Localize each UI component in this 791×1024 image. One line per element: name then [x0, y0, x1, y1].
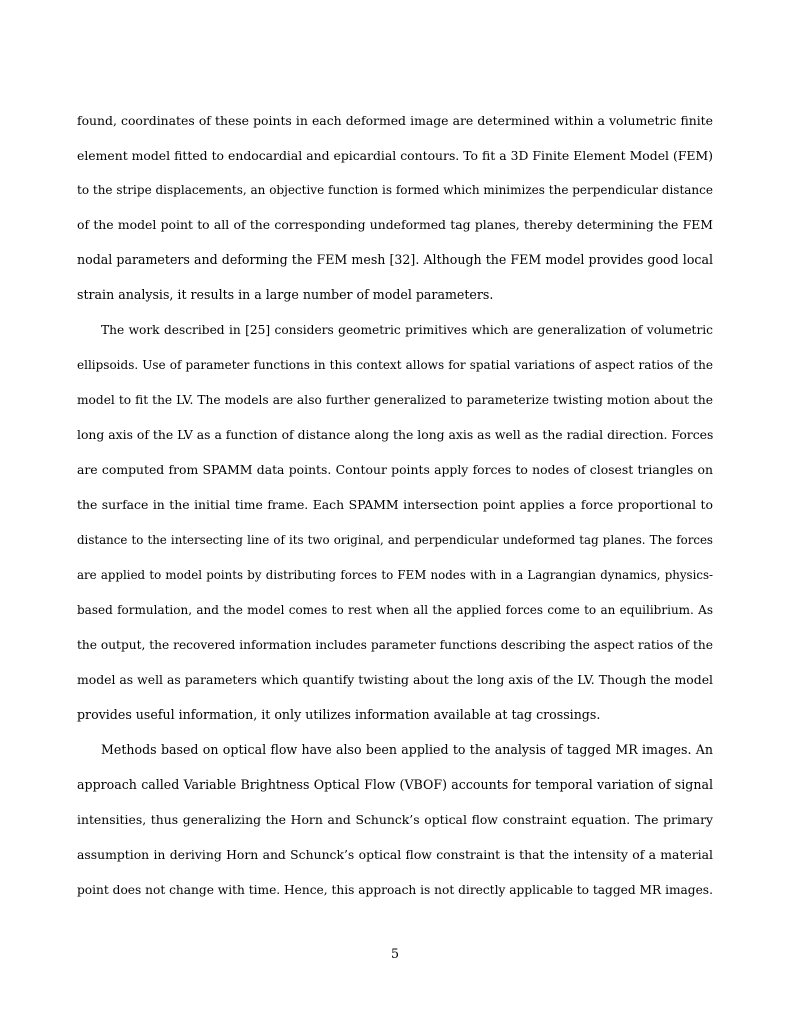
- text-line: element model fitted to endocardial and epicardial contours. To fit a 3D Finite Element Model (FEM): [77, 148, 713, 163]
- page-number: 5: [390, 946, 399, 961]
- text-line: ellipsoids. Use of parameter functions in this context allows for spatial variations of aspect ratios of the: [77, 358, 713, 372]
- text-line: approach called Variable Brightness Optical Flow (VBOF) accounts for temporal variation of signal: [77, 777, 713, 792]
- text-line: are applied to model points by distributing forces to FEM nodes with in a Lagrangian dynamics, physics-: [77, 568, 713, 582]
- text-line: model as well as parameters which quantify twisting about the long axis of the LV. Though the model: [77, 672, 713, 687]
- text-line: assumption in deriving Horn and Schunck’s optical flow constraint is that the intensity of a material: [77, 847, 713, 862]
- text-line: provides useful information, it only utilizes information available at tag crossings.: [77, 707, 601, 722]
- text-line: are computed from SPAMM data points. Contour points apply forces to nodes of closest triangles on: [77, 462, 713, 477]
- text-line: found, coordinates of these points in each deformed image are determined within a volumetric finite: [77, 113, 713, 128]
- text-line: the output, the recovered information includes parameter functions describing the aspect ratios of the: [77, 638, 713, 652]
- text-line: point does not change with time. Hence, this approach is not directly applicable to tagged MR images.: [77, 883, 713, 897]
- text-line: The work described in [25] considers geometric primitives which are generalization of volumetric: [101, 323, 713, 337]
- text-line: strain analysis, it results in a large number of model parameters.: [77, 287, 494, 302]
- text-line: the surface in the initial time frame. Each SPAMM intersection point applies a force proportional to: [77, 497, 713, 512]
- text-line: based formulation, and the model comes to rest when all the applied forces come to an equilibrium. As: [77, 603, 713, 617]
- text-line: intensities, thus generalizing the Horn and Schunck’s optical flow constraint equation. The primary: [77, 812, 713, 827]
- text-line: to the stripe displacements, an objective function is formed which minimizes the perpendicular distance: [77, 183, 713, 197]
- text-line: model to fit the LV. The models are also further generalized to parameterize twisting motion about the: [77, 393, 713, 407]
- text-line: long axis of the LV as a function of distance along the long axis as well as the radial direction. Forces: [77, 427, 714, 442]
- text-line: of the model point to all of the corresponding undeformed tag planes, thereby determining the FEM: [77, 217, 713, 232]
- text-line: distance to the intersecting line of its two original, and perpendicular undeformed tag planes. The forces: [77, 533, 713, 547]
- text-line: Methods based on optical flow have also been applied to the analysis of tagged MR images. An: [101, 742, 713, 757]
- text-line: nodal parameters and deforming the FEM mesh [32]. Although the FEM model provides good local: [77, 252, 713, 267]
